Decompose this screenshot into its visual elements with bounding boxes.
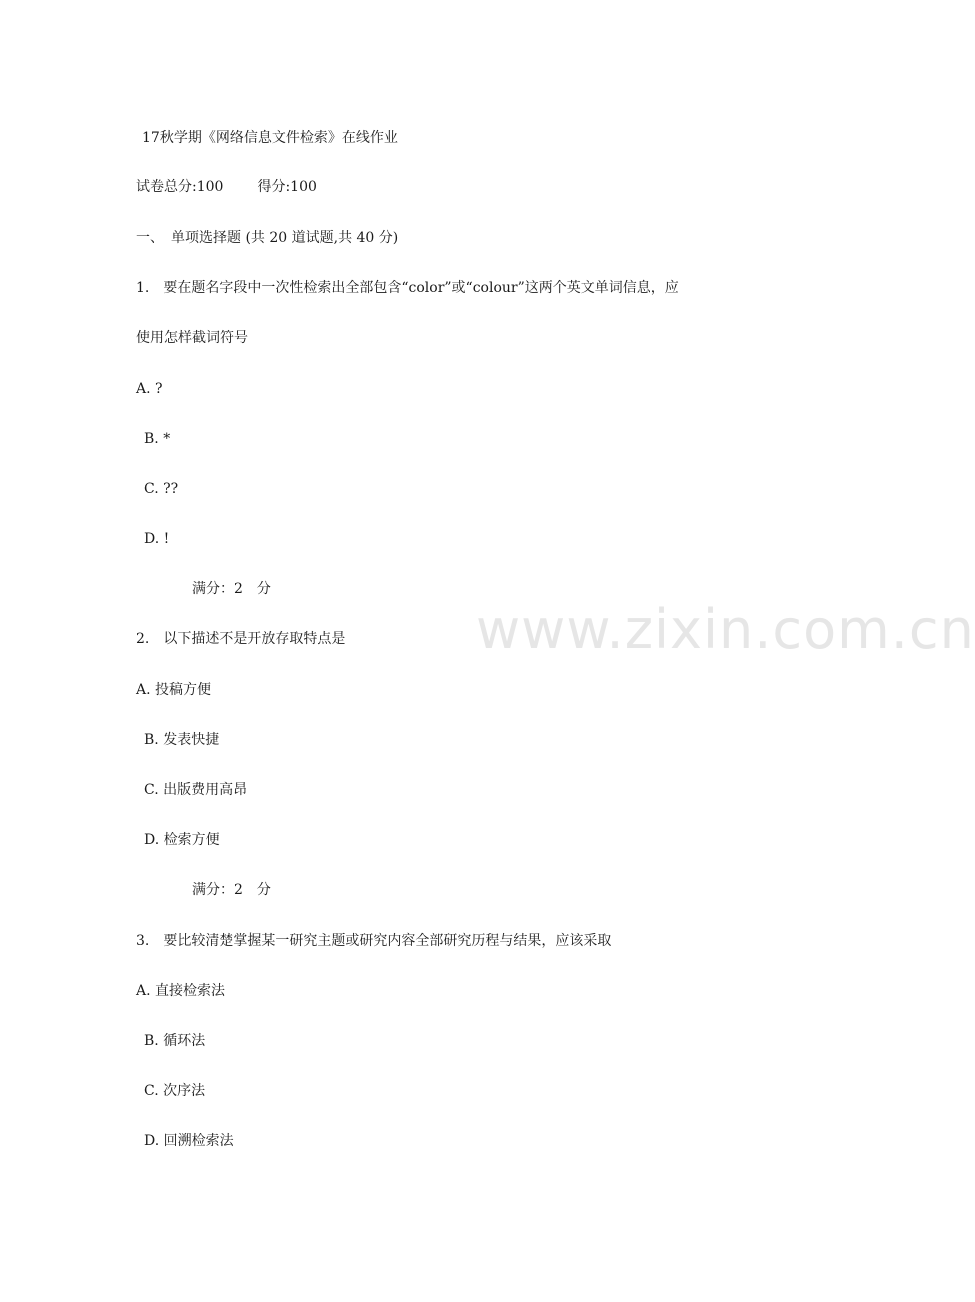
question-3-option-c: C. 次序法 <box>144 1083 206 1099</box>
question-1-stem: 1. 要在题名字段中一次性检索出全部包含“color”或“colour”这两个英文单词信息，应 <box>136 280 679 296</box>
question-1-option-a: A. ? <box>136 381 163 397</box>
question-2-points: 满分：2 分 <box>192 882 271 898</box>
total-score: 试卷总分:100 <box>136 179 224 195</box>
question-2-option-a: A. 投稿方便 <box>136 682 212 698</box>
question-2-option-c: C. 出版费用高昂 <box>144 782 248 798</box>
question-1-points: 满分：2 分 <box>192 581 271 597</box>
question-1-option-b: B. * <box>144 431 171 447</box>
question-1-option-c: C. ?? <box>144 481 179 497</box>
question-1-option-d: D. ! <box>144 531 170 547</box>
document-title: 17秋学期《网络信息文件检索》在线作业 <box>142 130 398 146</box>
question-3-option-d: D. 回溯检索法 <box>144 1133 234 1149</box>
question-3-stem: 3. 要比较清楚掌握某一研究主题或研究内容全部研究历程与结果，应该采取 <box>136 933 612 949</box>
question-3-option-b: B. 循环法 <box>144 1033 206 1049</box>
section-heading: 一、 单项选择题 (共 20 道试题,共 40 分) <box>136 230 399 246</box>
question-2-stem: 2. 以下描述不是开放存取特点是 <box>136 631 346 647</box>
question-3-option-a: A. 直接检索法 <box>136 983 226 999</box>
watermark: www.zixin.com.cn <box>476 598 975 661</box>
question-1-stem-continued: 使用怎样截词符号 <box>136 330 248 346</box>
score-line <box>136 177 317 197</box>
obtained-score: 得分:100 <box>257 179 317 195</box>
question-2-option-d: D. 检索方便 <box>144 832 220 848</box>
question-2-option-b: B. 发表快捷 <box>144 732 220 748</box>
